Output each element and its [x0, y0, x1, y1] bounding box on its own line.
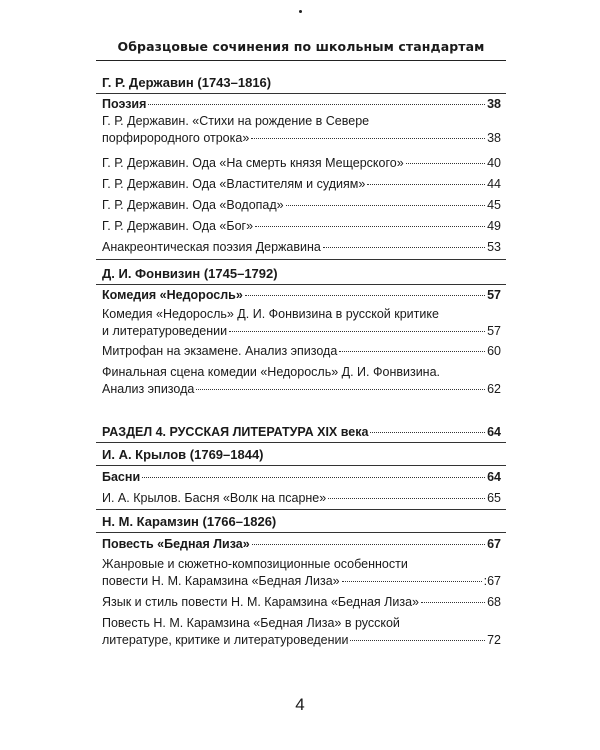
toc-page: 72	[487, 633, 501, 647]
leader-dots	[370, 432, 485, 433]
toc-page: 38	[487, 131, 501, 145]
toc-title-line: Анализ эпизода	[102, 382, 195, 396]
toc-title: Поэзия	[102, 97, 147, 111]
leader-dots	[339, 351, 485, 352]
toc-entry[interactable]	[102, 490, 501, 507]
toc-page: 40	[487, 156, 501, 170]
leader-dots	[421, 602, 485, 603]
leader-dots	[229, 331, 485, 332]
toc-section-poor-liza[interactable]	[102, 536, 501, 553]
author-heading-derzhavin: Г. Р. Державин (1743–1816)	[102, 75, 272, 90]
leader-dots	[148, 104, 485, 105]
toc-title-line: литературе, критике и литературоведении	[102, 633, 349, 647]
leader-dots	[323, 247, 485, 248]
toc-entry[interactable]	[102, 594, 501, 611]
page-number: 4	[295, 695, 305, 714]
leader-dots	[196, 389, 485, 390]
header-rule	[96, 60, 506, 61]
toc-title-line: повести Н. М. Карамзина «Бедная Лиза»	[102, 574, 340, 588]
running-header: Образцовые сочинения по школьным стандартам	[117, 39, 485, 54]
leader-dots	[286, 205, 485, 206]
toc-page: 65	[487, 491, 501, 505]
toc-title-line: и литературоведении	[102, 324, 228, 338]
toc-section-poetry[interactable]	[102, 96, 501, 113]
toc-page: 67	[487, 537, 501, 551]
toc-title-line: Комедия «Недоросль» Д. И. Фонвизина в русской критике	[102, 307, 439, 321]
leader-dots	[142, 477, 485, 478]
toc-title: Язык и стиль повести Н. М. Карамзина «Бедная Лиза»	[102, 595, 419, 609]
toc-title: Г. Р. Державин. Ода «Водопад»	[102, 198, 284, 212]
toc-title-line: порфирородного отрока»	[102, 131, 250, 145]
toc-page: 45	[487, 198, 501, 212]
toc-title: Митрофан на экзамене. Анализ эпизода	[102, 344, 338, 358]
leader-dots	[342, 581, 482, 582]
toc-page: :67	[483, 574, 501, 588]
section-divider	[96, 259, 506, 260]
toc-entry[interactable]	[102, 239, 501, 256]
toc-page: 60	[487, 344, 501, 358]
toc-title-line: Г. Р. Державин. «Стихи на рождение в Севере	[102, 114, 370, 128]
section-divider	[96, 442, 506, 443]
toc-title: Анакреонтическая поэзия Державина	[102, 240, 321, 254]
author-heading-fonvizin: Д. И. Фонвизин (1745–1792)	[102, 266, 278, 281]
toc-page: 62	[487, 382, 501, 396]
section-divider	[96, 532, 506, 533]
toc-page: 57	[487, 324, 501, 338]
toc-page: 44	[487, 177, 501, 191]
toc-section-fables[interactable]	[102, 469, 501, 486]
toc-page: 57	[487, 288, 501, 302]
toc-entry[interactable]	[102, 306, 501, 340]
toc-page: 53	[487, 240, 501, 254]
toc-title: Басни	[102, 470, 141, 484]
leader-dots	[252, 544, 485, 545]
toc-title: Повесть «Бедная Лиза»	[102, 537, 250, 551]
leader-dots	[245, 295, 485, 296]
section-divider	[96, 465, 506, 466]
leader-dots	[328, 498, 485, 499]
toc-entry[interactable]	[102, 218, 501, 235]
toc-title: Г. Р. Державин. Ода «Властителям и судиям»	[102, 177, 366, 191]
toc-page: 64	[487, 425, 501, 439]
toc-entry[interactable]	[102, 556, 501, 590]
leader-dots	[367, 184, 485, 185]
leader-dots	[406, 163, 485, 164]
section-divider	[96, 509, 506, 510]
toc-title: Г. Р. Державин. Ода «На смерть князя Мещерского»	[102, 156, 404, 170]
leader-dots	[350, 640, 485, 641]
toc-title: Комедия «Недоросль»	[102, 288, 243, 302]
toc-title-line: Жанровые и сюжетно-композиционные особенности	[102, 557, 408, 571]
section-divider	[96, 93, 506, 94]
toc-section-nedorosl[interactable]	[102, 287, 501, 304]
section-divider	[96, 284, 506, 285]
toc-entry[interactable]	[102, 176, 501, 193]
toc-part-4[interactable]	[102, 424, 501, 441]
toc-title-line: Финальная сцена комедии «Недоросль» Д. И. Фонвизина.	[102, 365, 441, 379]
toc-title: РАЗДЕЛ 4. РУССКАЯ ЛИТЕРАТУРА XIX века	[102, 425, 369, 439]
leader-dots	[255, 226, 485, 227]
author-heading-karamzin: Н. М. Карамзин (1766–1826)	[102, 514, 277, 529]
author-heading-krylov: И. А. Крылов (1769–1844)	[102, 447, 264, 462]
toc-title: Г. Р. Державин. Ода «Бог»	[102, 219, 254, 233]
toc-entry[interactable]	[102, 364, 501, 398]
toc-page: 49	[487, 219, 501, 233]
toc-entry[interactable]	[102, 615, 501, 649]
toc-title-line: Повесть Н. М. Карамзина «Бедная Лиза» в русской	[102, 616, 400, 630]
toc-entry[interactable]	[102, 343, 501, 360]
toc-entry[interactable]	[102, 113, 501, 147]
print-speck	[299, 10, 302, 13]
leader-dots	[251, 138, 485, 139]
toc-page: 68	[487, 595, 501, 609]
toc-entry[interactable]	[102, 155, 501, 172]
toc-page: 38	[487, 97, 501, 111]
toc-title: И. А. Крылов. Басня «Волк на псарне»	[102, 491, 327, 505]
toc-page: 64	[487, 470, 501, 484]
toc-entry[interactable]	[102, 197, 501, 214]
